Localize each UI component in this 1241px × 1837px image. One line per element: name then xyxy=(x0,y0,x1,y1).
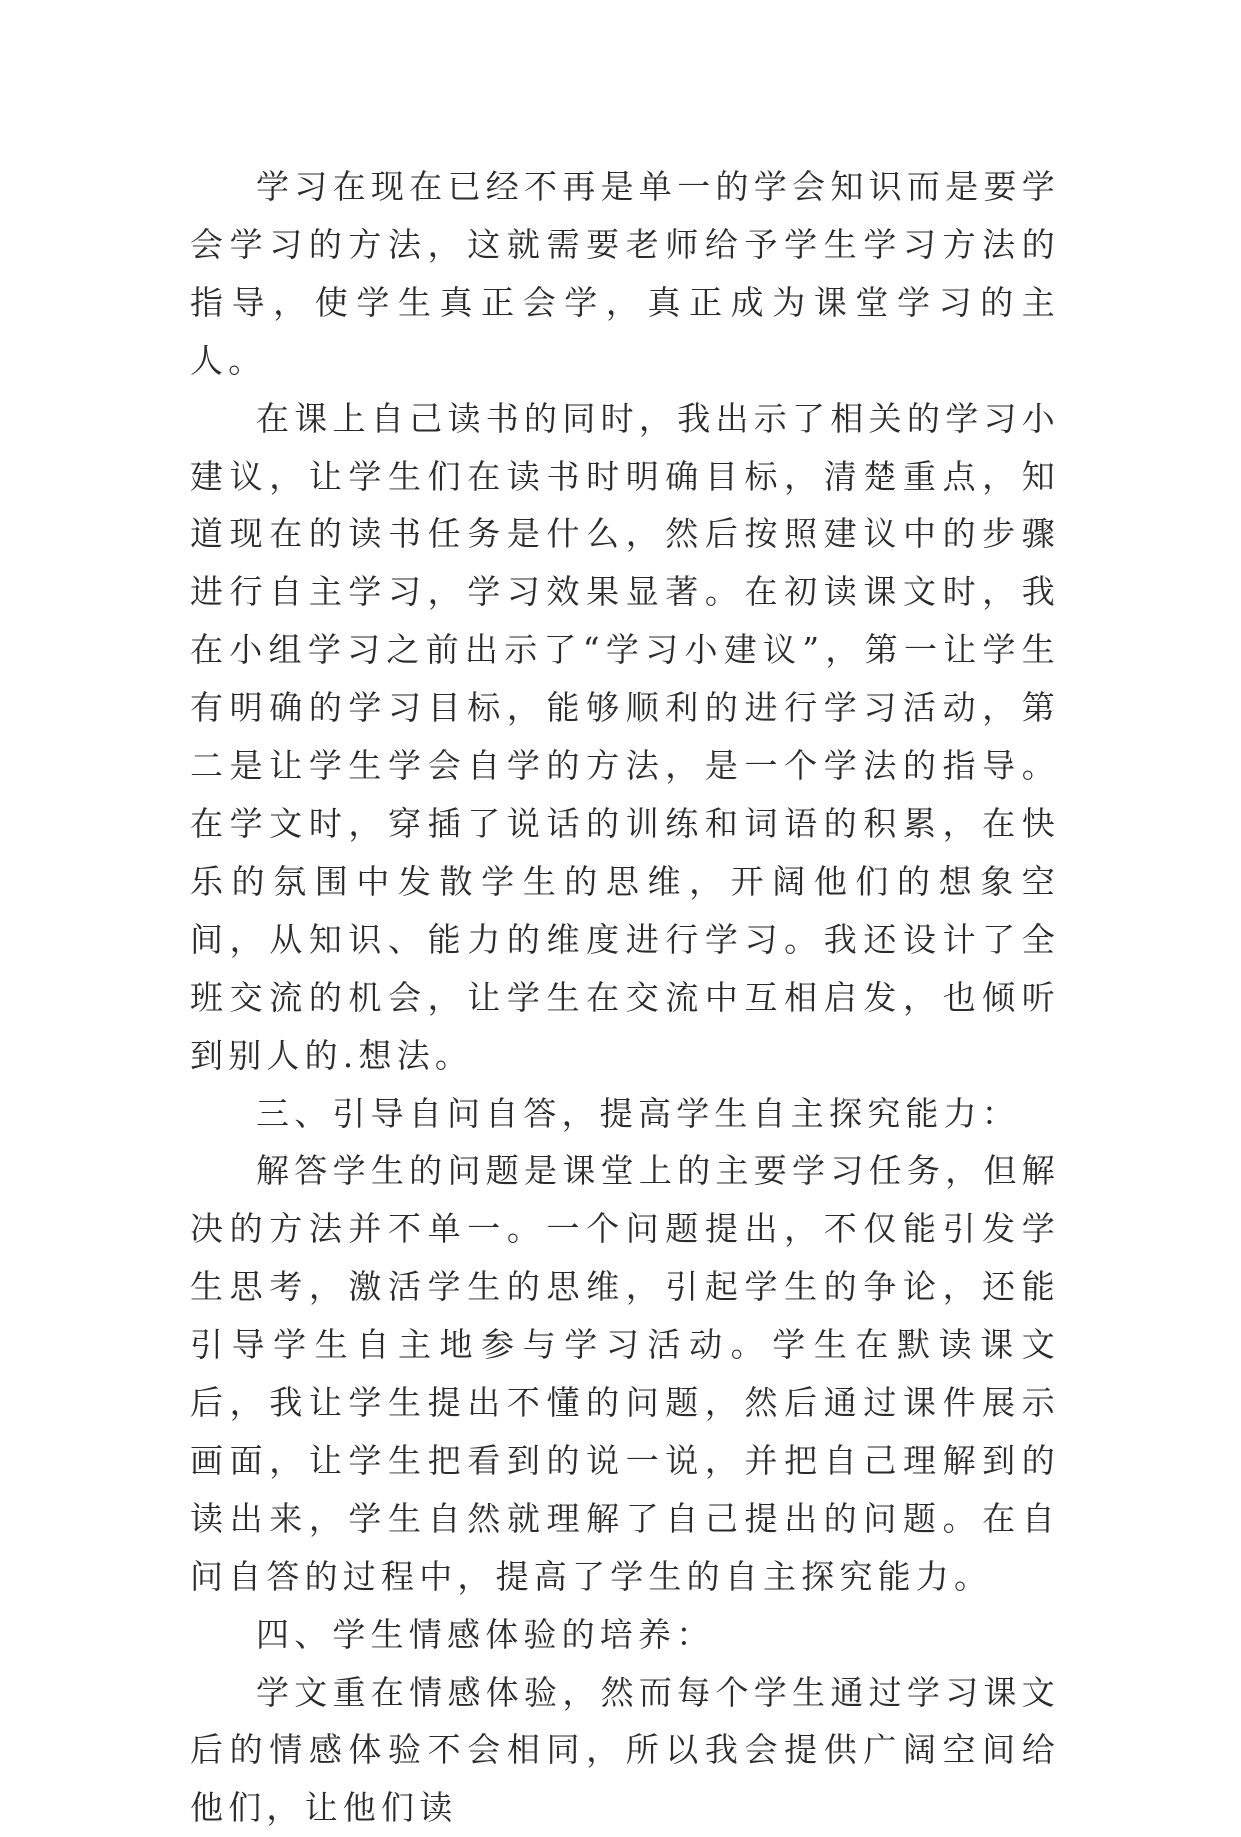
paragraph-reading-suggestions: 在课上自己读书的同时，我出示了相关的学习小建议，让学生们在读书时明确目标，清楚重点，知道现在的读书任务是什么，然后按照建议中的步骤进行自主学习，学习效果显著。在初读课文时，我在小组学习之前出示了“学习小建议”，第一让学生有明确的学习目标，能够顺利的进行学习活动，第二是让学生学会自学的方法，是一个学法的指导。在学文时，穿插了说话的训练和词语的积累，在快乐的氛围中发散学生的思维，开阔他们的想象空间，从知识、能力的维度进行学习。我还设计了全班交流的机会，让学生在交流中互相启发，也倾听到别人的.想法。 xyxy=(190,398,1060,1075)
section-heading-three: 三、引导自问自答，提高学生自主探究能力： xyxy=(256,1093,1020,1133)
paragraph-learning-methods: 学习在现在已经不再是单一的学会知识而是要学会学习的方法，这就需要老师给予学生学习方法的指导，使学生真正会学，真正成为课堂学习的主人。 xyxy=(190,167,1060,380)
paragraph-question-answering: 解答学生的问题是课堂上的主要学习任务，但解决的方法并不单一。一个问题提出，不仅能引发学生思考，激活学生的思维，引起学生的争论，还能引导学生自主地参与学习活动。学生在默读课文后，我让学生提出不懂的问题，然后通过课件展示画面，让学生把看到的说一说，并把自己理解到的读出来，学生自然就理解了自己提出的问题。在自问自答的过程中，提高了学生的自主探究能力。 xyxy=(190,1151,1060,1596)
paragraph-emotional-experience: 学文重在情感体验，然而每个学生通过学习课文后的情感体验不会相同，所以我会提供广阔空间给他们，让他们读 xyxy=(190,1672,1060,1828)
section-heading-four: 四、学生情感体验的培养： xyxy=(256,1614,715,1654)
document-body xyxy=(190,158,1060,1837)
